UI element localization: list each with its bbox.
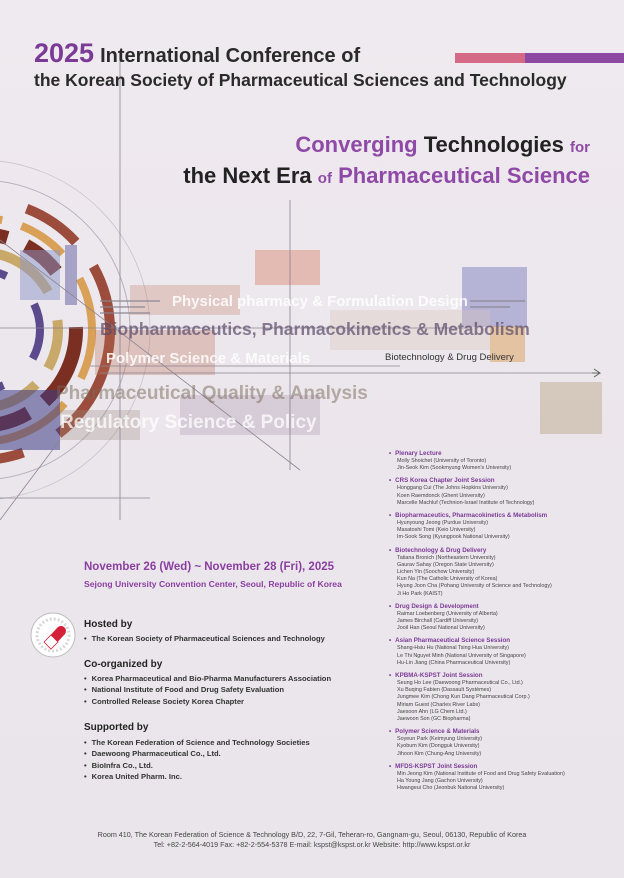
session-block xyxy=(389,728,609,758)
speaker: Lichen Yin (Soochow University) xyxy=(397,569,475,576)
speaker: Xu Buqing Fabien (Dassault Systèmes) xyxy=(397,687,492,694)
session-title: • Biotechnology & Drug Delivery xyxy=(389,547,609,555)
speaker: Hu-Lin Jiang (China Pharmaceutical University) xyxy=(397,659,511,666)
speaker: Jungmee Kim (Chong Kun Dang Pharmaceutical Corp.) xyxy=(397,694,530,701)
session-block xyxy=(389,763,609,793)
accent-bar-pink xyxy=(455,53,525,63)
session-title: • MFDS-KSPST Joint Session xyxy=(389,763,609,771)
title-line1-text: International Conference of xyxy=(100,45,361,67)
coorganized-heading: Co-organized by xyxy=(84,659,163,670)
session-block xyxy=(389,477,609,507)
graphic-word-quality: Pharmaceutical Quality & Analysis xyxy=(56,383,368,404)
speaker: Koen Raemdonck (Ghent University) xyxy=(397,492,485,499)
speaker: Jaesoon Ahn (LG Chem Ltd.) xyxy=(397,708,467,715)
speaker: Shang-Hsiu Hu (National Tsing Hua University) xyxy=(397,645,509,652)
list-item: • National Institute of Food and Drug Safety Evaluation xyxy=(84,684,331,695)
speaker: Seung Ho Lee (Daewoong Pharmaceutical Co., Ltd.) xyxy=(397,680,523,687)
speaker: Masatoshi Tomi (Keio University) xyxy=(397,527,476,534)
speaker: Tatiana Bronich (Northeastern University) xyxy=(397,554,496,561)
accent-bar-purple xyxy=(525,53,624,63)
supported-heading: Supported by xyxy=(84,722,149,733)
list-item: • Controlled Release Society Korea Chapter xyxy=(84,696,331,707)
list-item: • The Korean Federation of Science and Technology Societies xyxy=(84,737,310,748)
session-block xyxy=(389,603,609,633)
speaker: Hwangeui Cho (Jeonbuk National University) xyxy=(397,785,505,792)
speaker: Ji Ho Park (KAIST) xyxy=(397,590,443,597)
conference-title-line2: the Korean Society of Pharmaceutical Sciences and Technology xyxy=(34,70,567,90)
session-block xyxy=(389,637,609,667)
session-title: • CRS Korea Chapter Joint Session xyxy=(389,477,609,485)
speaker: Molly Shoichet (University of Toronto) xyxy=(397,458,487,464)
coorganized-list xyxy=(84,673,331,707)
speaker: Jooil Han (Seoul National University) xyxy=(397,625,485,632)
list-item: • BioInfra Co., Ltd. xyxy=(84,760,310,771)
society-logo-icon xyxy=(30,612,76,658)
theme-word: of xyxy=(317,170,332,187)
supported-list xyxy=(84,737,310,782)
session-list xyxy=(389,450,609,798)
graphic-word-physical: Physical pharmacy & Formulation Design xyxy=(172,293,468,310)
speaker: Miriam Guest (Charles River Labs) xyxy=(397,701,480,708)
theme-word: the Next Era xyxy=(183,163,312,188)
session-block xyxy=(389,672,609,723)
theme-word: Converging xyxy=(295,132,418,157)
speaker: Jaewoon Son (GC Biopharma) xyxy=(397,716,471,723)
speaker: Honggang Cui (The Johns Hopkins University) xyxy=(397,485,508,492)
session-title: • Biopharmaceutics, Pharmacokinetics & Metabolism xyxy=(389,512,609,520)
theme-line2 xyxy=(183,163,590,189)
event-venue: Sejong University Convention Center, Seoul, Republic of Korea xyxy=(84,579,342,589)
session-title: • Plenary Lecture xyxy=(389,450,609,458)
speaker: James Birchall (Cardiff University) xyxy=(397,618,479,625)
speaker: Le Thi Nguyet Minh (National University of Singapore) xyxy=(397,652,526,659)
session-title: • Asian Pharmaceutical Science Session xyxy=(389,637,609,645)
session-title: • Polymer Science & Materials xyxy=(389,728,609,736)
session-title: • KPBMA-KSPST Joint Session xyxy=(389,672,609,680)
speaker: Soyeun Park (Keimyung University) xyxy=(397,736,483,743)
session-title: • Drug Design & Development xyxy=(389,603,609,611)
session-block xyxy=(389,547,609,598)
speaker: Kun Na (The Catholic University of Korea) xyxy=(397,576,498,583)
conference-title-line1 xyxy=(34,38,360,69)
graphic-word-regulatory: Regulatory Science & Policy xyxy=(60,412,317,433)
footer-address: Room 410, The Korean Federation of Science & Technology B/D, 22, 7-Gil, Teheran-ro, Gangnam-gu, Seoul, 06130, Republic of Korea xyxy=(97,830,527,839)
theme-word: Technologies xyxy=(423,132,564,157)
list-item: • The Korean Society of Pharmaceutical Sciences and Technology xyxy=(84,633,325,644)
list-item: • Korea United Pharm. Inc. xyxy=(84,771,310,782)
speaker: Im-Sook Song (Kyungpook National University) xyxy=(397,534,510,541)
speaker: Raimar Loebenberg (University of Alberta) xyxy=(397,610,498,617)
conference-year: 2025 xyxy=(34,38,95,68)
graphic-word-polymer: Polymer Science & Materials xyxy=(106,350,311,367)
graphic-word-biotech: Biotechnology & Drug Delivery xyxy=(385,352,514,363)
speaker: Jin-Seok Kim (Sookmyung Women's University) xyxy=(397,465,512,472)
theme-line1 xyxy=(295,132,590,158)
speaker: Min Jeong Kim (National Institute of Food and Drug Safety Evaluation) xyxy=(397,770,565,777)
graphic-word-pk: Biopharmaceutics, Pharmacokinetics & Metabolism xyxy=(100,319,530,339)
speaker: Ha Young Jang (Gachon University) xyxy=(397,778,483,785)
speaker: Kyobum Kim (Dongguk University) xyxy=(397,743,480,750)
speaker: Marcelle Machluf (Technion-Israel Institute of Technology) xyxy=(397,499,535,506)
footer-contact: Tel: +82-2-564-4019 Fax: +82-2-554-5378 E-mail: kspst@kspst.or.kr Website: http://www.kspst.or.kr xyxy=(153,840,471,849)
theme-word: Pharmaceutical Science xyxy=(338,163,590,188)
session-block xyxy=(389,512,609,542)
session-block xyxy=(389,450,609,472)
theme-word: for xyxy=(570,139,590,156)
hosted-heading: Hosted by xyxy=(84,619,133,630)
event-dates: November 26 (Wed) ~ November 28 (Fri), 2025 xyxy=(84,561,335,573)
hosted-list xyxy=(84,633,325,644)
speaker: Hyung Joon Cha (Pohang University of Science and Technology) xyxy=(397,583,552,590)
speaker: Gaurav Sahay (Oregon State University) xyxy=(397,561,494,568)
speaker: Hyunyoung Jeong (Purdue University) xyxy=(397,520,489,527)
list-item: • Korea Pharmaceutical and Bio-Pharma Manufacturers Association xyxy=(84,673,331,684)
speaker: Jihoon Kim (Chung-Ang University) xyxy=(397,750,482,757)
list-item: • Daewoong Pharmaceutical Co., Ltd. xyxy=(84,748,310,759)
